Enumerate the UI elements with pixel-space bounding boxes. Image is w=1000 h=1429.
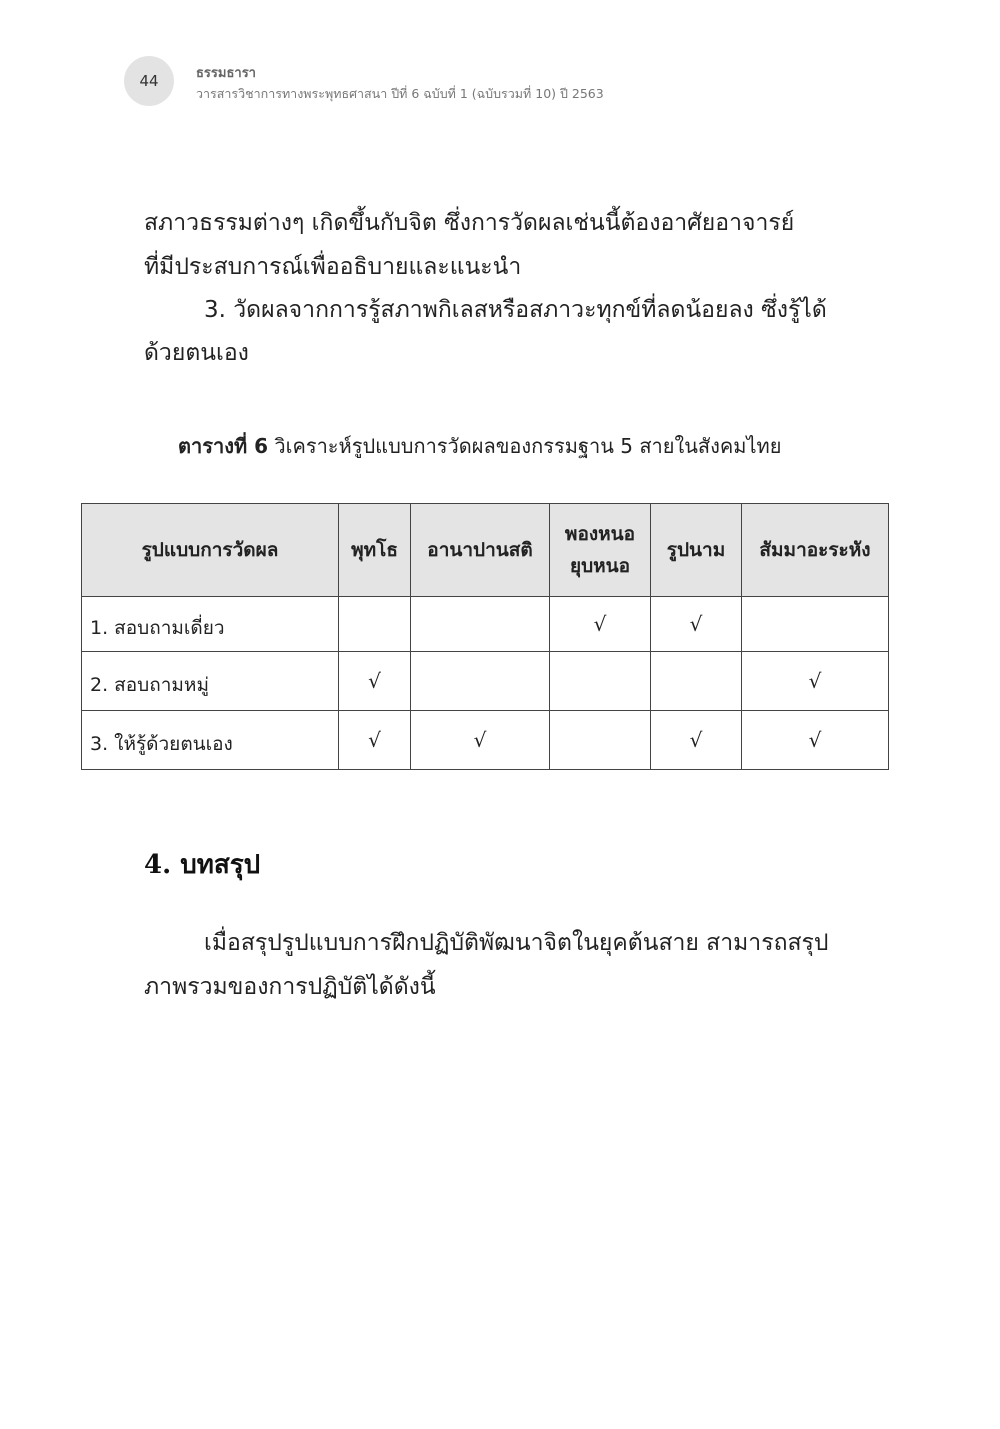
check-mark: √ xyxy=(808,728,822,752)
cell-buddho xyxy=(339,597,411,652)
row-label: 1. สอบถามเดี่ยว xyxy=(82,597,339,652)
page-number-badge xyxy=(124,56,174,106)
row-label: 3. ให้รู้ด้วยตนเอง xyxy=(82,711,339,770)
table-caption xyxy=(178,430,781,462)
check-mark: √ xyxy=(593,612,607,636)
check-mark: √ xyxy=(473,728,487,752)
cell-rupanam xyxy=(651,597,742,652)
cell-samma-araham xyxy=(742,711,889,770)
cell-buddho xyxy=(339,652,411,711)
header-phong-nor-line2: ยุบหนอ xyxy=(569,555,631,577)
paragraph-line: สภาวธรรมต่างๆ เกิดขึ้นกับจิต ซึ่งการวัดผลเช่นนี้ต้องอาศัยอาจารย์ xyxy=(144,210,795,236)
header-rupanam: รูปนาม xyxy=(651,504,742,597)
table-row xyxy=(82,711,889,770)
check-mark: √ xyxy=(689,728,703,752)
check-mark: √ xyxy=(689,612,703,636)
cell-rupanam xyxy=(651,652,742,711)
cell-anapanasati xyxy=(411,652,550,711)
table-row xyxy=(82,652,889,711)
section-heading-conclusion: 4. บทสรุป xyxy=(144,850,261,880)
conclusion-line: เมื่อสรุปรูปแบบการฝึกปฏิบัติพัฒนาจิตในยุคต้นสาย สามารถสรุป xyxy=(204,930,829,956)
table-row xyxy=(82,597,889,652)
paragraph-line: 3. วัดผลจากการรู้สภาพกิเลสหรือสภาวะทุกข์ที่ลดน้อยลง ซึ่งรู้ได้ xyxy=(204,297,827,323)
table-header-row xyxy=(82,504,889,597)
cell-buddho xyxy=(339,711,411,770)
row-label: 2. สอบถามหมู่ xyxy=(82,652,339,711)
check-mark: √ xyxy=(368,669,381,693)
check-mark: √ xyxy=(368,728,381,752)
check-mark: √ xyxy=(808,669,822,693)
cell-rupanam xyxy=(651,711,742,770)
conclusion-line: ภาพรวมของการปฏิบัติได้ดังนี้ xyxy=(144,974,436,1000)
header-anapanasati: อานาปานสติ xyxy=(411,504,550,597)
cell-anapanasati xyxy=(411,711,550,770)
header-phong-nor xyxy=(550,504,651,597)
paragraph-line: ด้วยตนเอง xyxy=(144,340,249,366)
header-buddho: พุทโธ xyxy=(339,504,411,597)
header-samma-araham: สัมมาอะระหัง xyxy=(742,504,889,597)
page-number: 44 xyxy=(139,72,159,90)
journal-name: ธรรมธารา xyxy=(196,66,256,81)
measurement-analysis-table xyxy=(81,503,889,770)
cell-samma-araham xyxy=(742,597,889,652)
cell-phong-nor xyxy=(550,652,651,711)
header-method: รูปแบบการวัดผล xyxy=(82,504,339,597)
table-caption-label: ตารางที่ 6 xyxy=(178,434,269,458)
paragraph-line: ที่มีประสบการณ์เพื่ออธิบายและแนะนำ xyxy=(144,254,522,280)
cell-samma-araham xyxy=(742,652,889,711)
journal-issue: วารสารวิชาการทางพระพุทธศาสนา ปีที่ 6 ฉบับที่ 1 (ฉบับรวมที่ 10) ปี 2563 xyxy=(196,86,604,101)
cell-phong-nor xyxy=(550,597,651,652)
cell-anapanasati xyxy=(411,597,550,652)
cell-phong-nor xyxy=(550,711,651,770)
header-phong-nor-line1: พองหนอ xyxy=(564,522,636,545)
table-caption-text: วิเคราะห์รูปแบบการวัดผลของกรรมฐาน 5 สายในสังคมไทย xyxy=(274,434,782,458)
